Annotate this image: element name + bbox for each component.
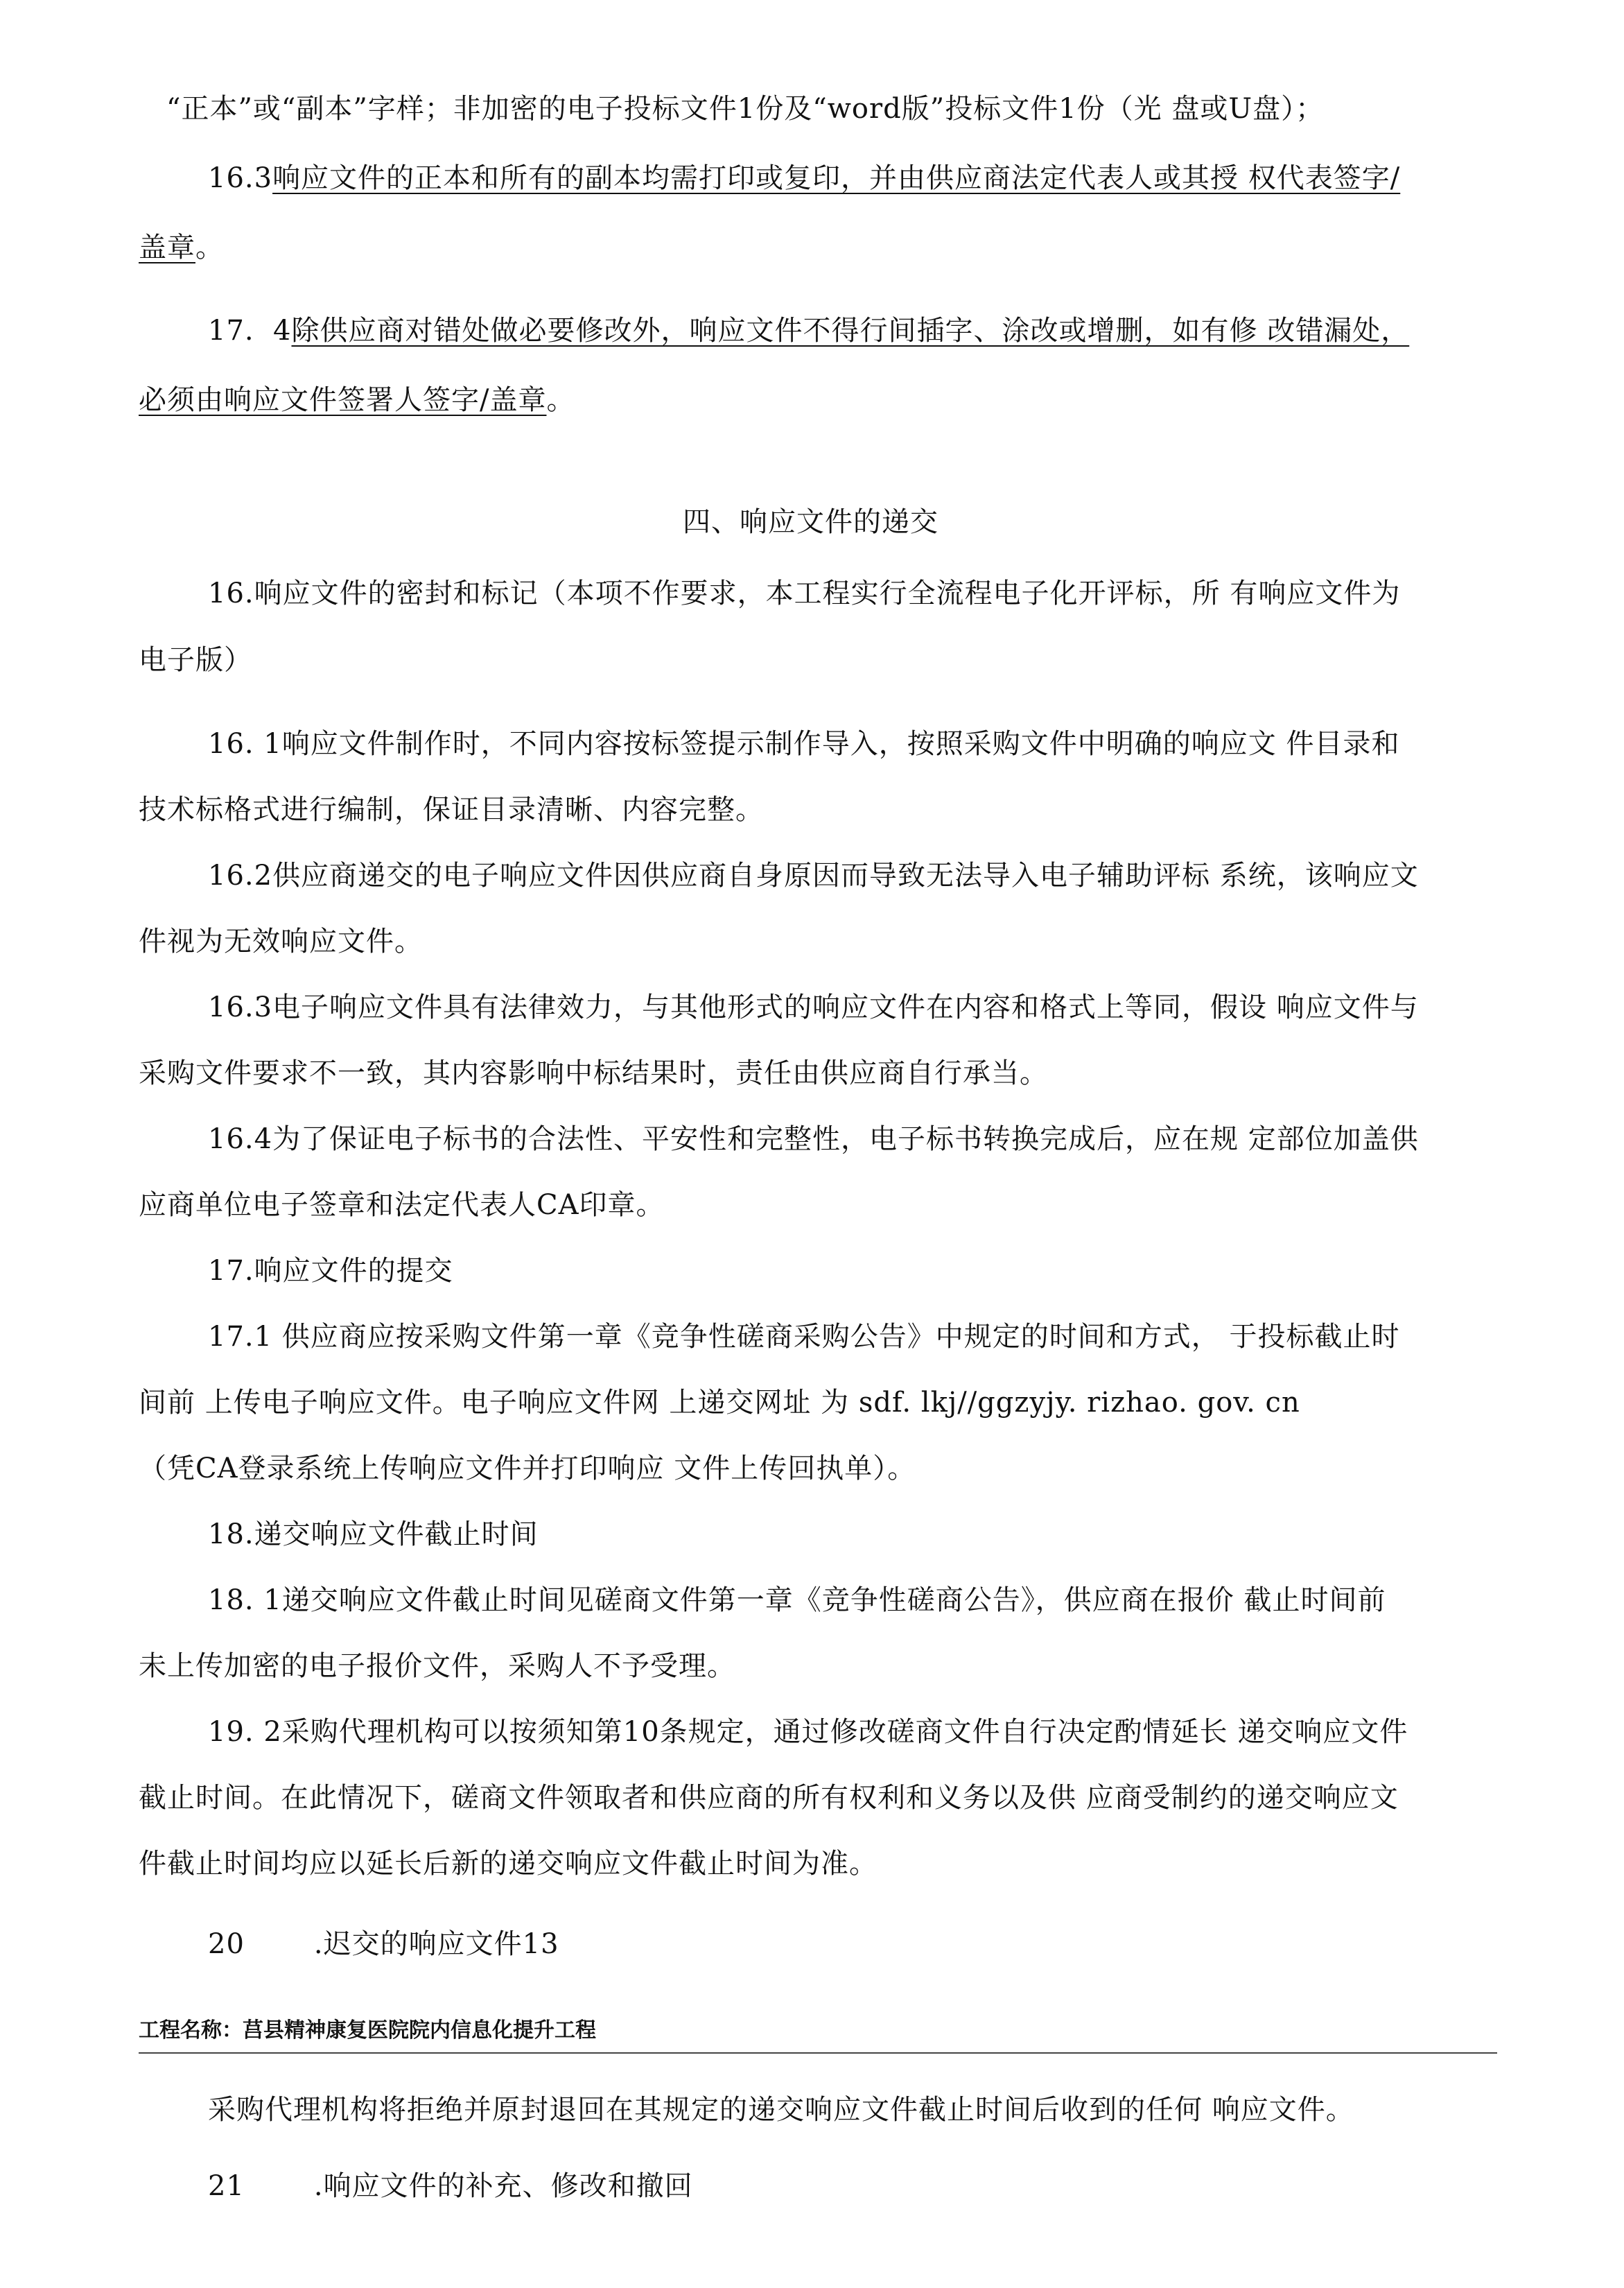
punctuation: 。: [195, 232, 224, 263]
clause-number: 17. 4: [208, 315, 292, 347]
underlined-text: 除供应商对错处做必要修改外，响应文件不得行间插字、涂改或增删，如有修 改错漏处，: [291, 315, 1410, 347]
underlined-text: 响应文件的正本和所有的副本均需打印或复印，并由供应商法定代表人或其授 权代表签字/: [272, 162, 1401, 194]
paragraph-line: [139, 234, 224, 261]
paragraph-line: （凭CA登录系统上传响应文件并打印响应 文件上传回执单）。: [139, 1453, 916, 1484]
paragraph-line: [208, 1930, 559, 1958]
paragraph-line: “正本”或“副本”字样；非加密的电子投标文件1份及“word版”投标文件1份（光 盘或U盘）；: [166, 93, 1325, 125]
underlined-text: 必须由响应文件签署人签字/盖章: [139, 384, 547, 416]
paragraph-line: 18. 1递交响应文件截止时间见磋商文件第一章《竞争性磋商公告》，供应商在报价 截止时间前: [208, 1584, 1386, 1616]
clause-text: .响应文件的补充、修改和撤回: [313, 2170, 693, 2202]
paragraph-line: 17.响应文件的提交: [208, 1255, 453, 1287]
paragraph-line: 应商单位电子签章和法定代表人CA印章。: [139, 1189, 665, 1221]
clause-number: 20: [208, 1928, 245, 1960]
paragraph-line: 电子版）: [139, 644, 252, 676]
paragraph-line: 采购文件要求不一致，其内容影响中标结果时，责任由供应商自行承当。: [139, 1057, 1048, 1089]
paragraph-line: 19. 2采购代理机构可以按须知第10条规定，通过修改磋商文件自行决定酌情延长 递交响应文件: [208, 1716, 1408, 1748]
clause-text: .迟交的响应文件13: [313, 1928, 559, 1960]
underlined-text: 盖章: [139, 232, 195, 263]
paragraph-line: 采购代理机构将拒绝并原封退回在其规定的递交响应文件截止时间后收到的任何 响应文件。: [208, 2094, 1354, 2126]
paragraph-line: 技术标格式进行编制，保证目录清晰、内容完整。: [139, 794, 764, 826]
paragraph-line: 18.递交响应文件截止时间: [208, 1518, 539, 1550]
paragraph-line: 16.响应文件的密封和标记（本项不作要求，本工程实行全流程电子化开评标，所 有响应文件为: [208, 578, 1401, 609]
footer-divider: [139, 2052, 1497, 2054]
clause-number: 16.3: [208, 162, 273, 194]
paragraph-line: [208, 317, 1409, 345]
paragraph-line: 17.1 供应商应按采购文件第一章《竞争性磋商采购公告》中规定的时间和方式， 于投标截止时: [208, 1321, 1400, 1353]
punctuation: 。: [546, 384, 575, 416]
paragraph-line: [208, 2172, 693, 2200]
paragraph-line: 16. 1响应文件制作时，不同内容按标签提示制作导入，按照采购文件中明确的响应文 件目录和: [208, 728, 1400, 760]
paragraph-line: [208, 164, 1400, 192]
project-name-footer: 工程名称：莒县精神康复医院院内信息化提升工程: [139, 2018, 596, 2043]
paragraph-line: 16.3电子响应文件具有法律效力，与其他形式的响应文件在内容和格式上等同，假设 响应文件与: [208, 991, 1419, 1023]
paragraph-line: 未上传加密的电子报价文件，采购人不予受理。: [139, 1650, 735, 1682]
paragraph-line: 件视为无效响应文件。: [139, 926, 423, 957]
paragraph-line: 件截止时间均应以延长后新的递交响应文件截止时间为准。: [139, 1848, 878, 1880]
paragraph-line: [139, 386, 575, 414]
section-heading: 四、响应文件的递交: [683, 506, 938, 538]
paragraph-line: 截止时间。在此情况下，磋商文件领取者和供应商的所有权利和义务以及供 应商受制约的递交响应文: [139, 1782, 1399, 1814]
paragraph-line: 16.2供应商递交的电子响应文件因供应商自身原因而导致无法导入电子辅助评标 系统，该响应文: [208, 860, 1419, 892]
paragraph-line: 16.4为了保证电子标书的合法性、平安性和完整性，电子标书转换完成后，应在规 定部位加盖供: [208, 1123, 1419, 1155]
clause-number: 21: [208, 2170, 245, 2202]
paragraph-line: 间前 上传电子响应文件。电子响应文件网 上递交网址 为 sdf. lkj//ggzyjy. rizhao. gov. cn: [139, 1387, 1300, 1419]
